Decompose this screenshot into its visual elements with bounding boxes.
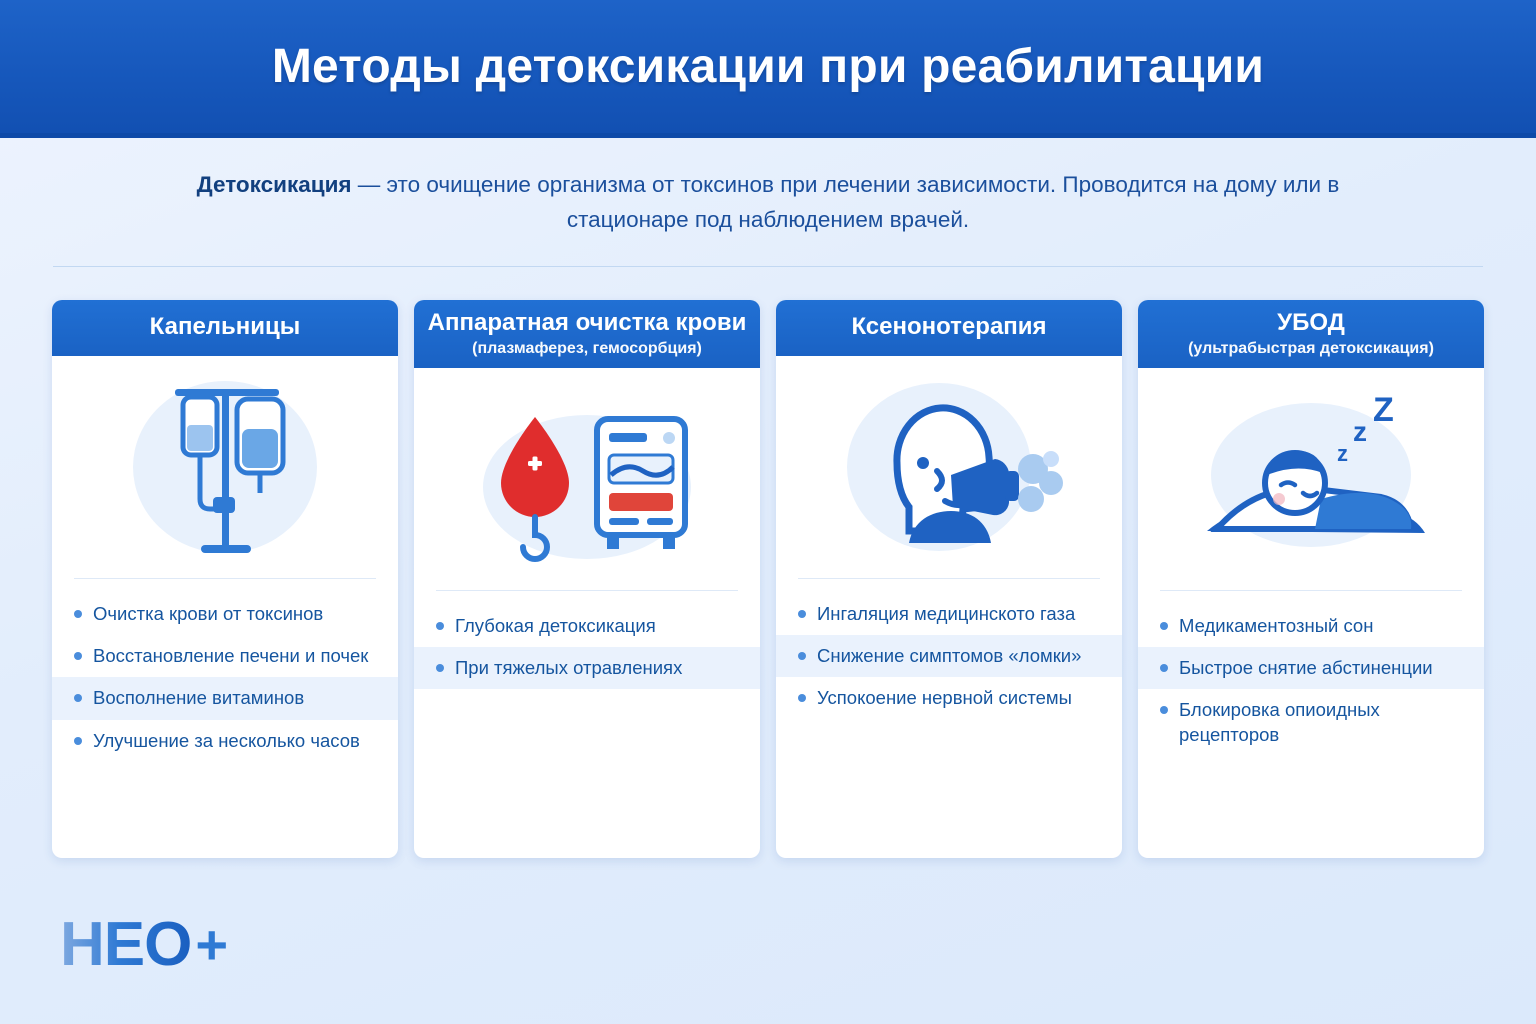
list-item-label: Восполнение витаминов [93,687,305,709]
list-item [52,720,398,762]
list-item [52,593,398,635]
list-item [776,677,1122,719]
bullet-dot-icon [74,694,82,702]
list-item [776,593,1122,635]
card-drip[interactable] [52,300,398,858]
card-drip-bullets [52,579,398,781]
brand-logo [60,910,229,979]
list-item-label: Блокировка опиоидных рецепторов [1179,699,1380,745]
bullet-dot-icon [1160,622,1168,630]
method-cards [0,267,1536,858]
list-item-label: При тяжелых отравлениях [455,656,683,678]
list-item [52,677,398,719]
bullet-dot-icon [798,610,806,618]
list-item [1138,689,1484,756]
list-item-label: Глубокая детоксикация [455,614,656,636]
card-ubod-bullets [1138,591,1484,775]
card-blood-purification[interactable] [414,300,760,858]
sleeping-patient-icon [1138,368,1484,590]
card-blood-purification-subtitle: (плазмаферез, гемосорбция) [472,339,702,357]
list-item-label: Улучшение за несколько часов [93,729,360,751]
list-item [52,635,398,677]
bullet-dot-icon [74,652,82,660]
brand-logo-text: HEO [60,910,192,979]
svg-text:z: z [1337,440,1348,466]
card-blood-purification-bullets [414,591,760,708]
list-item [1138,605,1484,647]
bullet-dot-icon [436,664,444,672]
xenon-inhalation-icon [776,356,1122,578]
card-ubod-title: УБОД [1277,308,1345,336]
list-item [1138,647,1484,689]
card-ubod-header [1138,300,1484,368]
intro-paragraph [178,168,1358,238]
card-drip-header [52,300,398,356]
list-item-label: Ингаляция медицинското газа [817,602,1076,624]
list-item-label: Быстрое снятие абстиненции [1179,656,1433,678]
list-item-label: Медикаментозный сон [1179,614,1374,636]
list-item [414,647,760,689]
bullet-dot-icon [798,652,806,660]
list-item-label: Успокоение нервной системы [817,687,1072,709]
card-xenon-header [776,300,1122,356]
brand-logo-plus-icon: + [195,913,229,976]
card-xenon-title: Ксенонотерапия [851,312,1047,340]
card-xenon-bullets [776,579,1122,738]
bullet-dot-icon [74,737,82,745]
svg-text:z: z [1353,415,1367,447]
card-xenon[interactable] [776,300,1122,858]
list-item [414,605,760,647]
list-item-label: Снижение симптомов «ломки» [817,644,1082,666]
list-item [776,635,1122,677]
bullet-dot-icon [436,622,444,630]
page-title: Методы детоксикации при реабилитации [271,40,1265,93]
list-item-label: Восстановление печени и почек [93,644,369,666]
card-ubod-subtitle: (ультрабыстрая детоксикация) [1188,339,1434,357]
bullet-dot-icon [74,610,82,618]
intro-lead: Детоксикация [196,172,352,197]
blood-purification-icon [414,368,760,590]
card-ubod[interactable] [1138,300,1484,858]
bullet-dot-icon [1160,706,1168,714]
list-item-label: Очистка крови от токсинов [93,602,324,624]
iv-drip-icon [52,356,398,578]
bullet-dot-icon [798,694,806,702]
card-blood-purification-title: Аппаратная очистка крови [427,308,747,336]
page-header [0,0,1536,138]
intro-text: — это очищение организма от токсинов при лечении зависимости. Проводится на дому или в стационаре под наблюдением врачей. [351,172,1340,232]
card-blood-purification-header [414,300,760,368]
card-drip-title: Капельницы [149,312,301,340]
svg-text:Z: Z [1373,390,1394,429]
bullet-dot-icon [1160,664,1168,672]
